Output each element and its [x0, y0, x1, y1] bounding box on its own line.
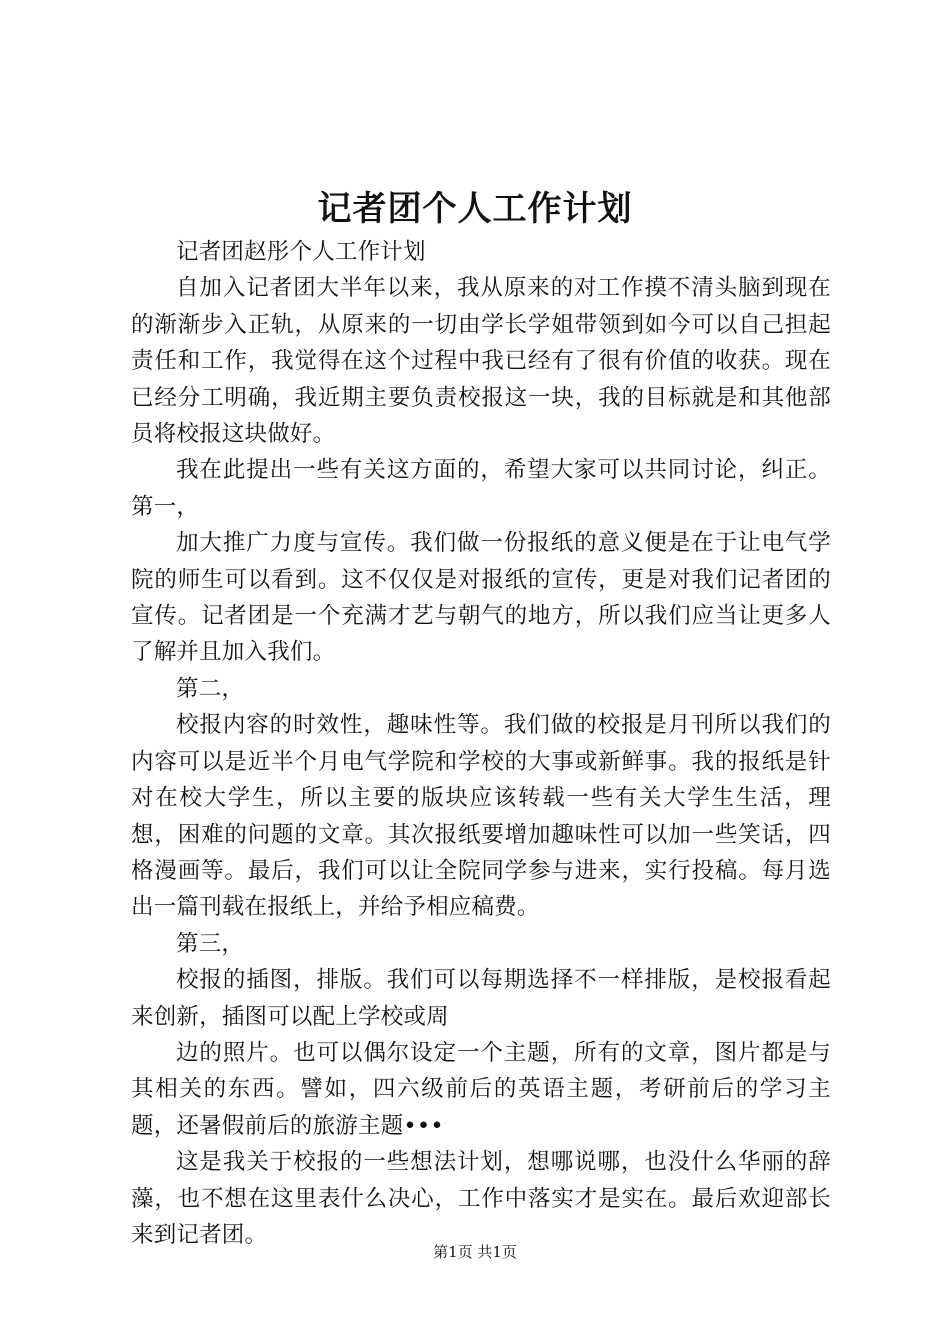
- document-body: [131, 234, 831, 1253]
- point-two-heading: 第二，: [176, 675, 245, 702]
- proposal-paragraph: 我在此提出一些有关这方面的，希望大家可以共同讨论，纠正。第一，: [131, 457, 831, 520]
- closing-paragraph: 这是我关于校报的一些想法计划，想哪说哪，也没什么华丽的辞藻，也不想在这里表什么决心，工作中落实才是实在。最后欢迎部长来到记者团。: [131, 1149, 831, 1248]
- point-three-heading: 第三，: [176, 930, 245, 957]
- intro-paragraph: 自加入记者团大半年以来，我从原来的对工作摸不清头脑到现在的渐渐步入正轨，从原来的一切由学长学姐带领到如今可以自己担起责任和工作，我觉得在这个过程中我已经有了很有价值的收获。现在已经分工明确，我近期主要负责校报这一块，我的目标就是和其他部员将校报这块做好。: [131, 275, 831, 448]
- point-one-paragraph: 加大推广力度与宣传。我们做一份报纸的意义便是在于让电气学院的师生可以看到。这不仅仅是对报纸的宣传，更是对我们记者团的宣传。记者团是一个充满才艺与朝气的地方，所以我们应当让更多人了解并且加入我们。: [131, 530, 831, 666]
- point-three-continued-paragraph: 边的照片。也可以偶尔设定一个主题，所有的文章，图片都是与其相关的东西。譬如，四六级前后的英语主题，考研前后的学习主题，还暑假前后的旅游主题•••: [131, 1039, 831, 1139]
- subtitle-paragraph: 记者团赵彤个人工作计划: [176, 239, 426, 265]
- page-footer: 第1页 共1页: [433, 1243, 517, 1261]
- point-three-paragraph: 校报的插图，排版。我们可以每期选择不一样排版，是校报看起来创新，插图可以配上学校或周: [131, 967, 831, 1030]
- document-title: 记者团个人工作计划: [317, 189, 633, 229]
- point-two-paragraph: 校报内容的时效性，趣味性等。我们做的校报是月刊所以我们的内容可以是近半个月电气学院和学校的大事或新鲜事。我的报纸是针对在校大学生，所以主要的版块应该转载一些有关大学生生活，理想，困难的问题的文章。其次报纸要增加趣味性可以加一些笑话，四格漫画等。最后，我们可以让全院同学参与进来，实行投稿。每月选出一篇刊载在报纸上，并给予相应稿费。: [131, 712, 831, 921]
